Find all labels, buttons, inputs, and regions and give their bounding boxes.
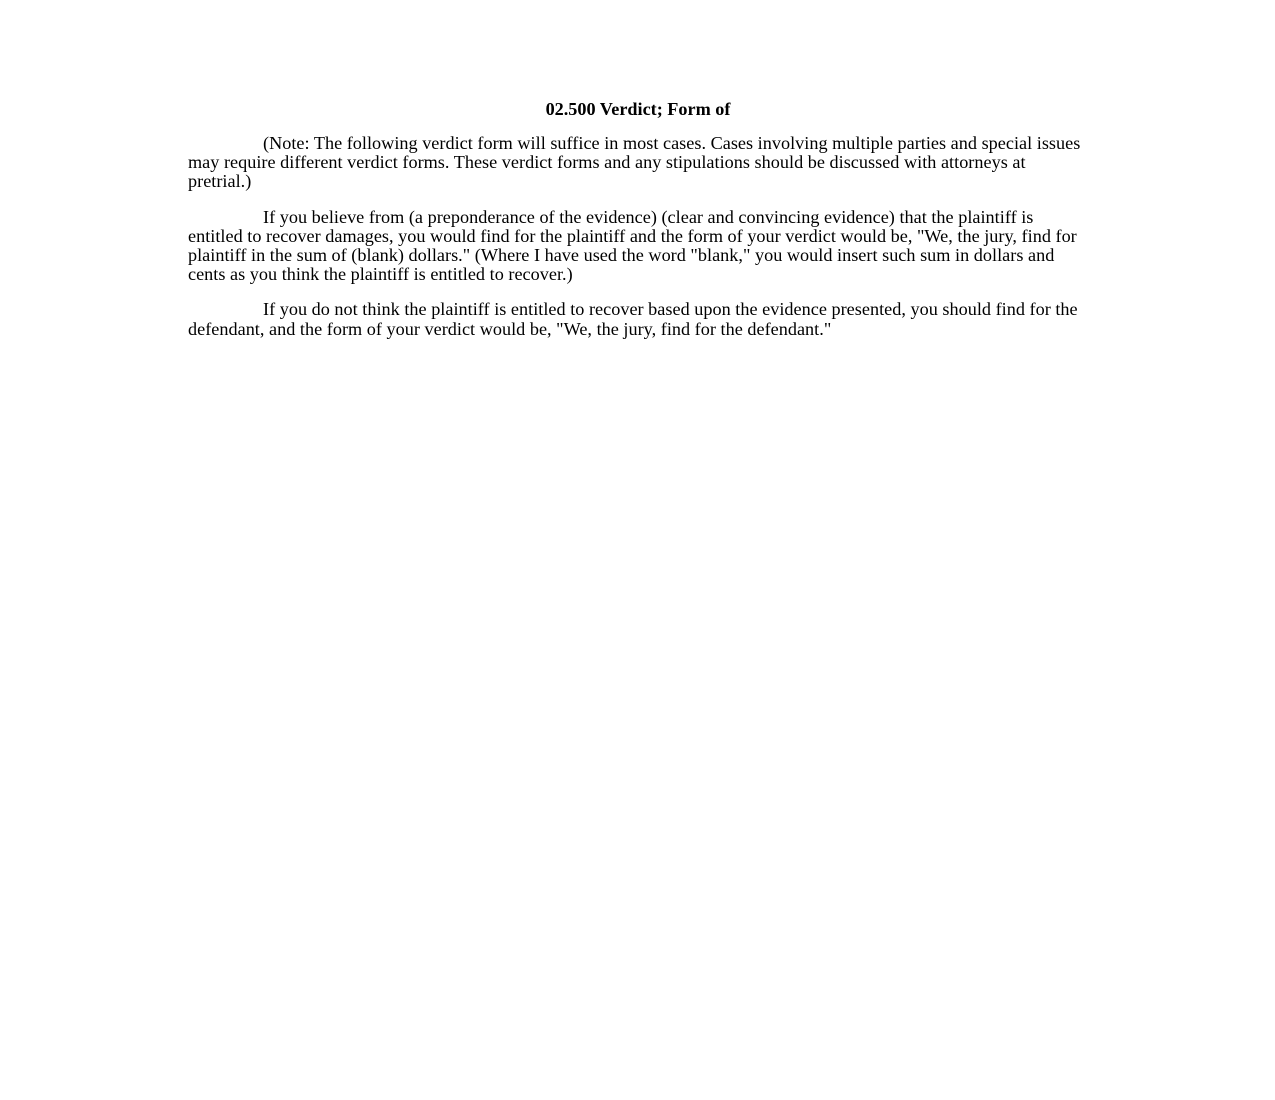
- document-body: [188, 99, 1088, 339]
- document-title: 02.500 Verdict; Form of: [545, 99, 731, 119]
- note-paragraph: (Note: The following verdict form will suffice in most cases. Cases involving multiple parties and special issues may require different verdict forms. These verdict forms and any stipulations should be discussed with attorneys at pretrial.): [188, 133, 1081, 192]
- defendant-verdict-paragraph: If you do not think the plaintiff is entitled to recover based upon the evidence presented, you should find for the defendant, and the form of your verdict would be, "We, the jury, find for the defendant.": [188, 299, 1078, 339]
- plaintiff-verdict-paragraph: If you believe from (a preponderance of the evidence) (clear and convincing evidence) that the plaintiff is entitled to recover damages, you would find for the plaintiff and the form of your verdict would be, "We, the jury, find for plaintiff in the sum of (blank) dollars." (Where I have used the word "blank," you would insert such sum in dollars and cents as you think the plaintiff is entitled to recover.): [188, 206, 1077, 285]
